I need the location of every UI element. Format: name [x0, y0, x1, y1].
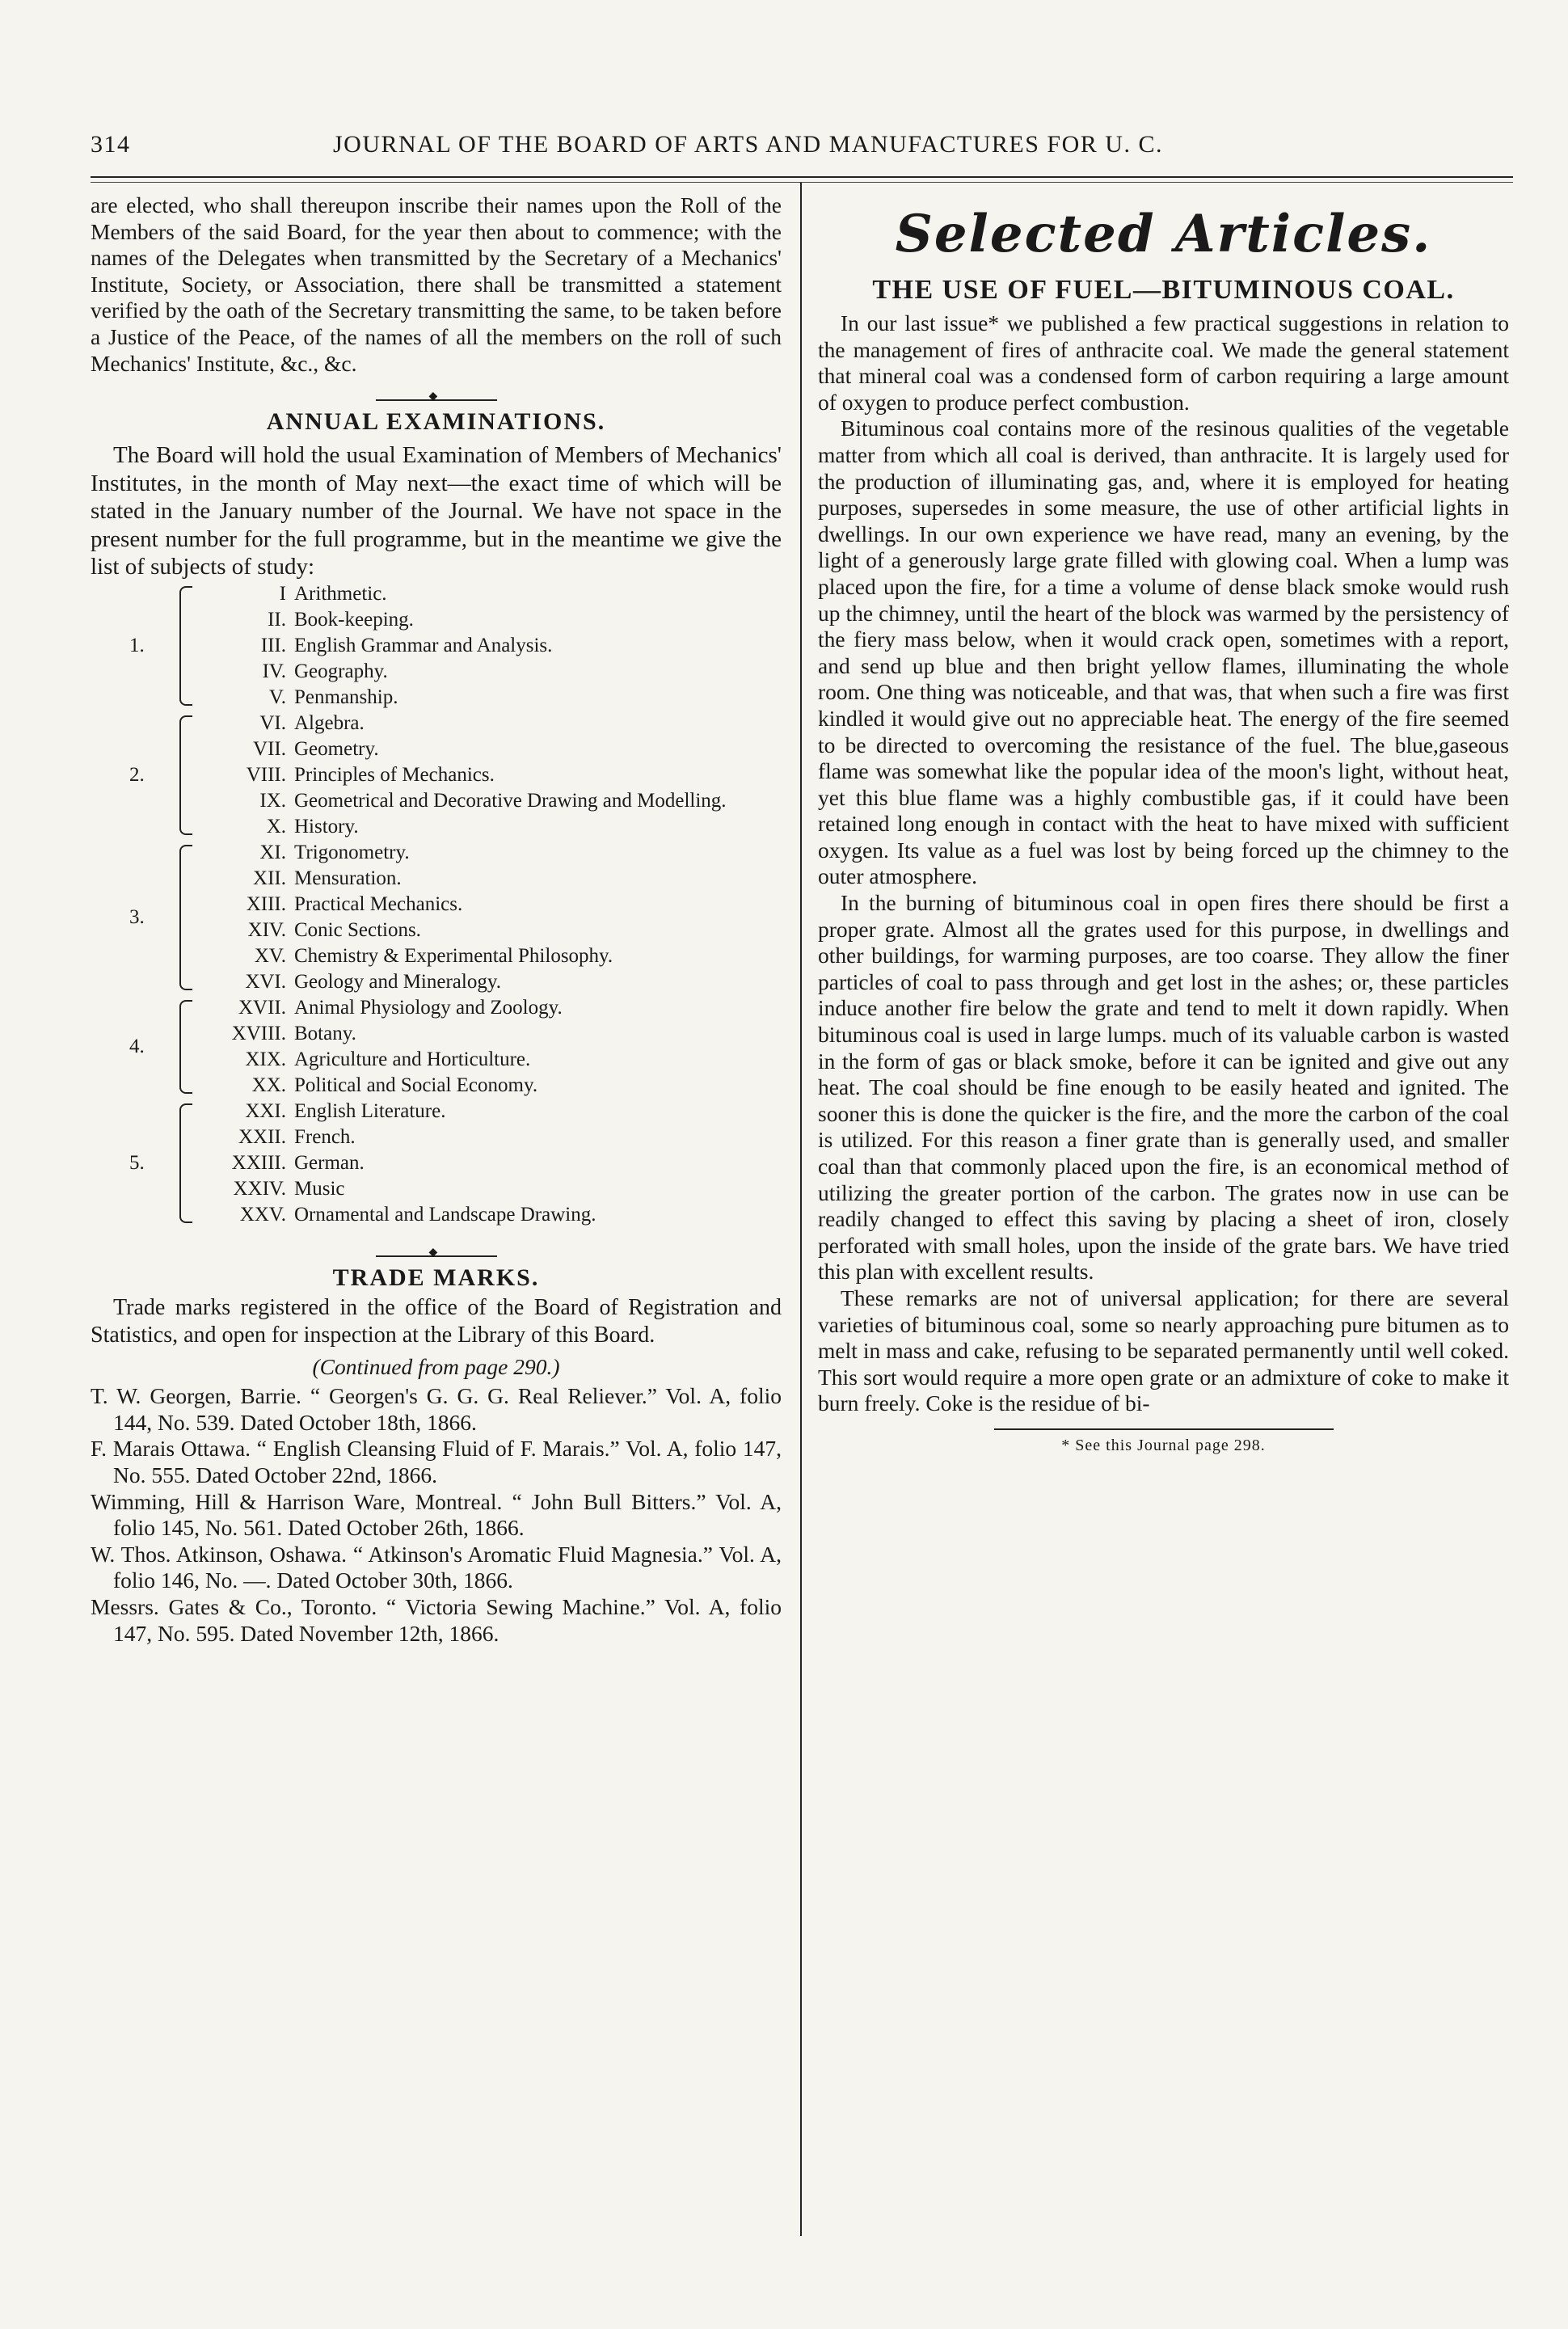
subject-numeral: XIX. — [245, 1048, 286, 1070]
subject-numeral: XXV. — [239, 1203, 286, 1226]
left-column — [91, 192, 782, 1647]
subject-item — [212, 633, 782, 659]
subject-item — [212, 685, 782, 711]
subject-group — [91, 995, 782, 1099]
page-number: 314 — [91, 131, 131, 158]
subject-name: Geography. — [294, 660, 388, 682]
ornament-divider — [91, 1233, 782, 1262]
group-number: 5. — [129, 1151, 145, 1174]
subject-numeral: XXIV. — [233, 1177, 286, 1200]
group-bracket — [179, 845, 192, 990]
subject-name: English Grammar and Analysis. — [294, 634, 553, 656]
subject-numeral: XIII. — [246, 892, 286, 915]
article-paragraph: In the burning of bituminous coal in open fires there should be first a proper grate. Almost all the grates used for this purpose, in dwellings and other buildings, for warming purposes, are too coarse. They allow the finer particles of coal to pass through and get lost in the ashes; or, these particles induce another fire below the grate and tend to melt it down rapidly. When bituminous coal is used in large lumps. much of its valuable carbon is wasted in the form of gas or black smoke, before it can be ignited and give out any heat. The coal should be fine enough to be easily heated and ignited. The sooner this is done the quicker is the fire, and the more the carbon of the coal is utilized. For this reason a finer grate than is generally used, and smaller coal than that commonly placed upon the fire, is an economical method of utilizing the greater portion of the carbon. The grates now in use can be readily changed to effect this saving by placing a sheet of iron, closely perforated with small holes, upon the inside of the grate bars. We have tried this plan with excellent results. — [818, 890, 1509, 1285]
subject-item — [212, 943, 782, 969]
trade-entry: F. Marais Ottawa. “ English Cleansing Fluid of F. Marais.” Vol. A, folio 147, No. 555. Dated October 22nd, 1866. — [91, 1436, 782, 1488]
subject-item — [212, 788, 782, 814]
continued-note: (Continued from page 290.) — [312, 1353, 560, 1379]
header-rule — [91, 176, 1513, 178]
subject-name: Music — [294, 1177, 345, 1200]
group-bracket — [179, 715, 192, 835]
subject-name: Trigonometry. — [294, 841, 410, 863]
subject-item — [212, 1099, 782, 1124]
article-title: THE USE OF FUEL—BITUMINOUS COAL. — [872, 275, 1455, 305]
trade-entry: W. Thos. Atkinson, Oshawa. “ Atkinson's Aromatic Fluid Magnesia.” Vol. A, folio 146, No. —. Dated October 30th, 1866. — [91, 1541, 782, 1593]
footnote-rule — [994, 1428, 1334, 1430]
subject-item — [212, 969, 782, 995]
subject-numeral: XV. — [254, 944, 286, 967]
subject-numeral: IX. — [259, 789, 286, 812]
subject-item — [212, 1073, 782, 1099]
subject-numeral: XVII. — [238, 996, 286, 1019]
subject-group — [91, 1099, 782, 1228]
exams-paragraph: The Board will hold the usual Examination of Members of Mechanics' Institutes, in the month of May next—the exact time of which will be stated in the January number of the Journal. We have not space in the present number for the full programme, but in the meantime we give the list of subjects of study: — [91, 442, 782, 580]
group-number: 4. — [129, 1035, 145, 1057]
subject-name: Conic Sections. — [294, 918, 421, 941]
subject-name: Penmanship. — [294, 686, 398, 708]
subject-item — [212, 581, 782, 607]
subject-item — [212, 892, 782, 918]
subject-group — [91, 581, 782, 711]
subject-item — [212, 918, 782, 943]
subject-numeral: XIV. — [247, 918, 286, 941]
subject-name: Botany. — [294, 1022, 356, 1044]
subject-numeral: I — [279, 582, 286, 605]
subject-name: Political and Social Economy. — [294, 1074, 538, 1096]
subject-name: Algebra. — [294, 711, 365, 734]
trade-marks-heading: TRADE MARKS. — [332, 1264, 540, 1291]
subject-numeral: XI. — [259, 841, 286, 863]
subject-group — [91, 711, 782, 840]
subject-item — [212, 840, 782, 866]
group-number: 3. — [129, 905, 145, 928]
subject-item — [212, 866, 782, 892]
subject-name: French. — [294, 1125, 356, 1148]
subject-item — [212, 1202, 782, 1228]
subject-numeral: XII. — [253, 867, 286, 889]
subject-numeral: XX. — [251, 1074, 286, 1096]
ornament-divider — [91, 377, 782, 406]
subject-item — [212, 995, 782, 1021]
subject-name: Geometrical and Decorative Drawing and Modelling. — [294, 789, 727, 812]
subject-numeral: V. — [268, 686, 286, 708]
subject-name: Arithmetic. — [294, 582, 387, 605]
trade-marks-paragraph: Trade marks registered in the office of the Board of Registration and Statistics, and open for inspection at the Library of this Board. — [91, 1294, 782, 1348]
subject-name: Animal Physiology and Zoology. — [294, 996, 563, 1019]
subject-numeral: XXIII. — [231, 1151, 286, 1174]
subject-numeral: VIII. — [246, 763, 286, 786]
group-bracket — [179, 586, 192, 706]
subject-numeral: VII. — [253, 737, 286, 760]
trade-entry: T. W. Georgen, Barrie. “ Georgen's G. G. G. Real Reliever.” Vol. A, folio 144, No. 539. Dated October 18th, 1866. — [91, 1383, 782, 1435]
subject-name: Principles of Mechanics. — [294, 763, 495, 786]
right-column — [818, 192, 1509, 1455]
running-header — [91, 131, 1513, 171]
group-bracket — [179, 1000, 192, 1094]
subject-numeral: XVI. — [245, 970, 286, 993]
subject-name: Geology and Mineralogy. — [294, 970, 501, 993]
running-title: JOURNAL OF THE BOARD OF ARTS AND MANUFACTURES FOR U. C. — [333, 131, 1163, 158]
subject-name: Chemistry & Experimental Philosophy. — [294, 944, 613, 967]
subject-name: Geometry. — [294, 737, 379, 760]
subject-item — [212, 1150, 782, 1176]
subjects-list — [91, 581, 782, 1228]
subject-name: Agriculture and Horticulture. — [294, 1048, 531, 1070]
article-paragraph: In our last issue* we published a few practical suggestions in relation to the management of fires of anthracite coal. We made the general statement that mineral coal was a condensed form of carbon requiring a large amount of oxygen to produce perfect combustion. — [818, 310, 1509, 415]
article-paragraph: These remarks are not of universal application; for there are several varieties of bituminous coal, some so nearly approaching pure bitumen as to melt in mass and cake, refusing to be separated permanently until well coked. This sort would require a more open grate or an admixture of coke to make it burn freely. Coke is the residue of bi- — [818, 1285, 1509, 1416]
subject-numeral: XXI. — [245, 1099, 286, 1122]
article-body — [818, 310, 1509, 1417]
subject-item — [212, 607, 782, 633]
subject-numeral: XXII. — [238, 1125, 286, 1148]
subject-item — [212, 711, 782, 736]
subject-item — [212, 659, 782, 685]
header-rule-thin — [91, 182, 1513, 183]
column-divider — [800, 183, 802, 2236]
subject-numeral: XVIII. — [231, 1022, 286, 1044]
subject-name: History. — [294, 815, 359, 838]
subject-item — [212, 1176, 782, 1202]
article-paragraph: Bituminous coal contains more of the resinous qualities of the vegetable matter from which all coal is derived, than anthracite. It is largely used for the production of illuminating gas, and, where it is employed for heating purposes, supersedes in some measure, the use of other artificial lights in dwellings. In our own experience we have read, many an evening, by the light of a generously large grate filled with glowing coal. When a lump was placed upon the fire, for a time a volume of dense black smoke would rush up the chimney, until the heart of the block was warmed by the persistency of the fiery mass below, when it would crack open, sometimes with a report, and send up blue and then bright yellow flames, illuminating the whole room. One thing was noticeable, and that was, that when such a fire was first kindled it would give out no appreciable heat. The energy of the fire seemed to be directed to overcoming the resistance of the fuel. The blue,gaseous flame was somewhat like the popular idea of the moon's light, without heat, yet this blue flame was a highly combustible gas, if it could have been retained long enough in contact with the heat to have mixed with sufficient oxygen. Its value as a fuel was lost by being forced up the chimney to the outer atmosphere. — [818, 416, 1509, 889]
subject-item — [212, 814, 782, 840]
subject-name: German. — [294, 1151, 365, 1174]
subject-numeral: II. — [268, 608, 286, 631]
footnote: * See this Journal page 298. — [1061, 1436, 1266, 1454]
subject-numeral: III. — [260, 634, 286, 656]
group-number: 2. — [129, 763, 145, 786]
subject-numeral: IV. — [262, 660, 286, 682]
subject-name: Ornamental and Landscape Drawing. — [294, 1203, 596, 1226]
trade-entry: Wimming, Hill & Harrison Ware, Montreal. “ John Bull Bitters.” Vol. A, folio 145, No. 561. Dated October 26th, 1866. — [91, 1488, 782, 1541]
subject-group — [91, 840, 782, 995]
section-banner: Selected Articles. — [895, 204, 1432, 264]
subject-item — [212, 1124, 782, 1150]
subject-item — [212, 736, 782, 762]
subject-item — [212, 1021, 782, 1047]
subject-item — [212, 762, 782, 788]
subject-name: English Literature. — [294, 1099, 446, 1122]
subject-name: Mensuration. — [294, 867, 402, 889]
group-bracket — [179, 1103, 192, 1223]
subject-numeral: VI. — [259, 711, 286, 734]
subject-name: Book-keeping. — [294, 608, 414, 631]
subject-numeral: X. — [266, 815, 286, 838]
group-number: 1. — [129, 634, 145, 656]
subject-item — [212, 1047, 782, 1073]
intro-paragraph: are elected, who shall thereupon inscribe their names upon the Roll of the Members of the said Board, for the year then about to commence; with the names of the Delegates when transmitted by the Secretary of a Mechanics' Institute, Society, or Association, there shall be transmitted a statement verified by the oath of the Secretary transmitting the same, to be taken before a Justice of the Peace, of the names of all the members on the roll of such Mechanics' Institute, &c., &c. — [91, 192, 782, 376]
trade-entries-list — [91, 1383, 782, 1647]
subject-name: Practical Mechanics. — [294, 892, 463, 915]
exams-heading: ANNUAL EXAMINATIONS. — [266, 408, 606, 436]
trade-entry: Messrs. Gates & Co., Toronto. “ Victoria Sewing Machine.” Vol. A, folio 147, No. 595. Dated November 12th, 1866. — [91, 1594, 782, 1646]
